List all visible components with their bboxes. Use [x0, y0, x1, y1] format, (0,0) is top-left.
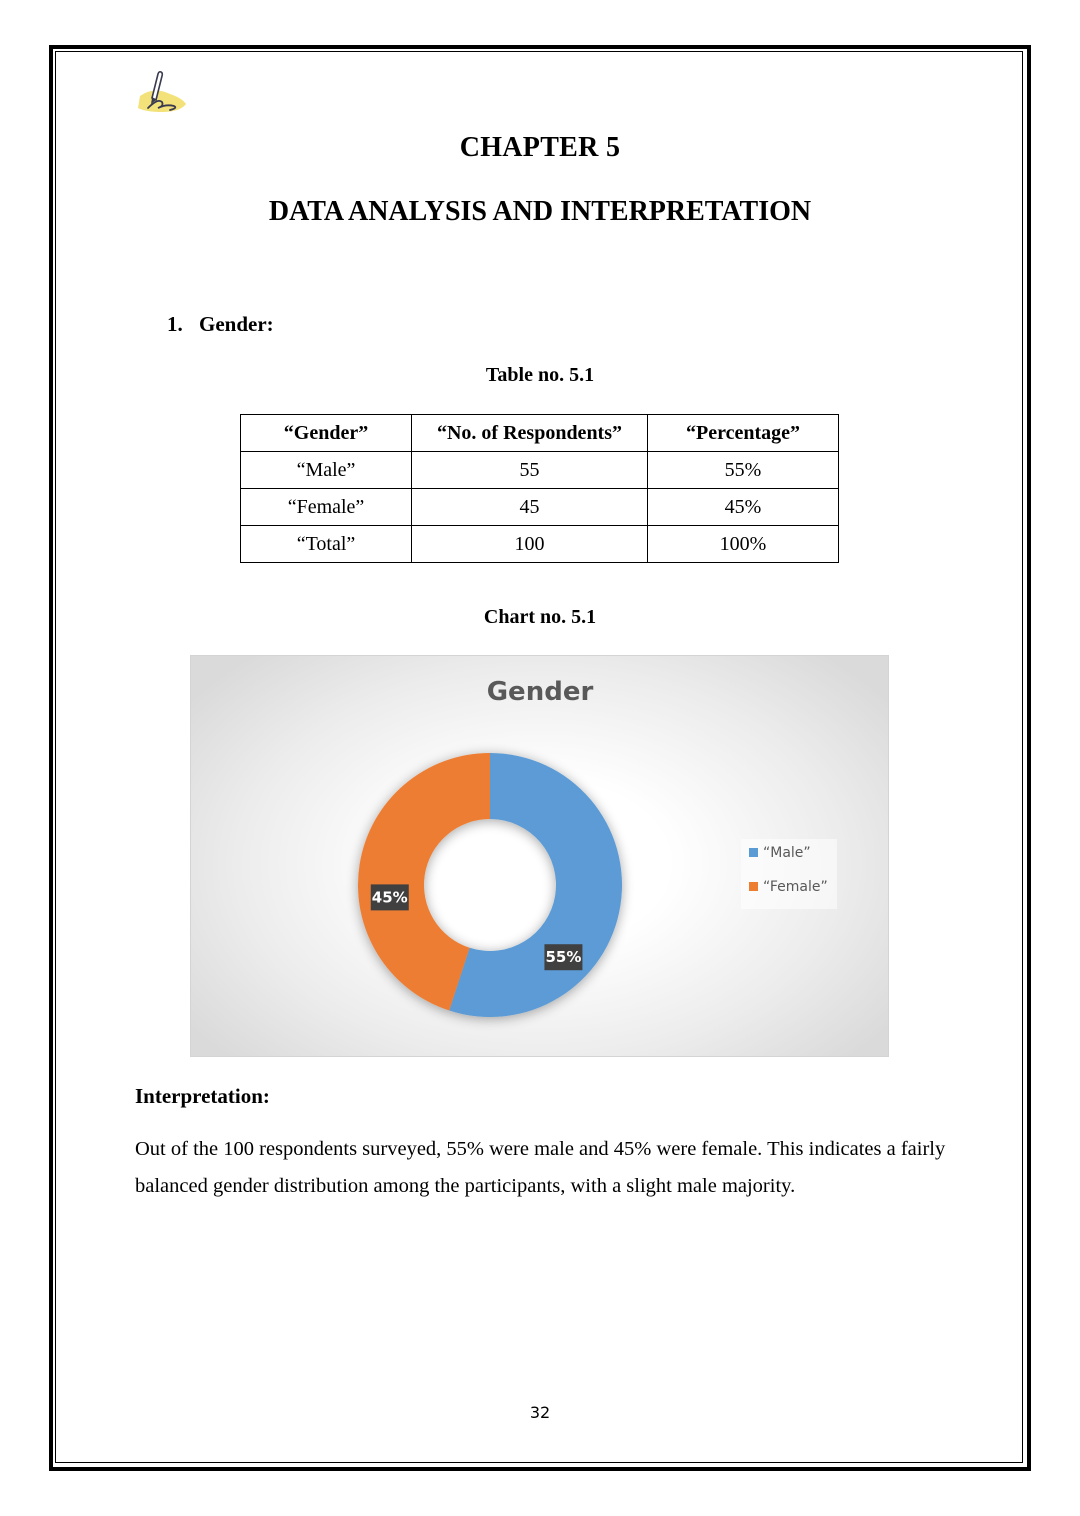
- table-row: [241, 489, 839, 526]
- page-number: 32: [529, 1403, 551, 1422]
- chart-svg: [191, 656, 890, 1058]
- table-cell: 100%: [648, 526, 839, 563]
- table-row: [241, 452, 839, 489]
- table-header-row: [241, 415, 839, 452]
- table-header-cell: “No. of Respondents”: [412, 415, 648, 452]
- data-label-text: 55%: [545, 948, 582, 967]
- table-header-cell: “Percentage”: [648, 415, 839, 452]
- gender-table: [240, 414, 839, 563]
- table-caption: Table no. 5.1: [485, 364, 595, 386]
- table-cell: 100: [412, 526, 648, 563]
- legend-swatch: [749, 848, 758, 857]
- gender-doughnut-chart: [190, 655, 889, 1057]
- table-cell: 45%: [648, 489, 839, 526]
- section-number: 1.: [167, 312, 183, 336]
- legend-entry: “Female”: [763, 879, 828, 895]
- table-cell: “Male”: [241, 452, 412, 489]
- chart-title: Gender: [486, 677, 594, 707]
- section-heading: [167, 312, 274, 337]
- data-label-male: [544, 944, 582, 970]
- table-cell: 55%: [648, 452, 839, 489]
- table-cell: “Female”: [241, 489, 412, 526]
- table-cell: 45: [412, 489, 648, 526]
- data-label-text: 45%: [371, 888, 408, 907]
- interpretation-heading: Interpretation:: [135, 1084, 270, 1108]
- interpretation-body: Out of the 100 respondents surveyed, 55% were male and 45% were female. This indicates a fairly balanced gender distribution among the participants, with a slight male majority.: [135, 1138, 946, 1197]
- table-cell: 55: [412, 452, 648, 489]
- section-title: Gender:: [199, 312, 274, 336]
- table-cell: “Total”: [241, 526, 412, 563]
- table-header-cell: “Gender”: [241, 415, 412, 452]
- pen-signature-icon: [136, 68, 190, 120]
- chart-caption: Chart no. 5.1: [483, 606, 597, 628]
- chapter-title: CHAPTER 5: [459, 132, 621, 163]
- data-label-female: [371, 884, 409, 910]
- legend-swatch: [749, 882, 758, 891]
- table-row: [241, 526, 839, 563]
- legend-entry: “Male”: [763, 845, 811, 861]
- chapter-subtitle: DATA ANALYSIS AND INTERPRETATION: [268, 196, 812, 227]
